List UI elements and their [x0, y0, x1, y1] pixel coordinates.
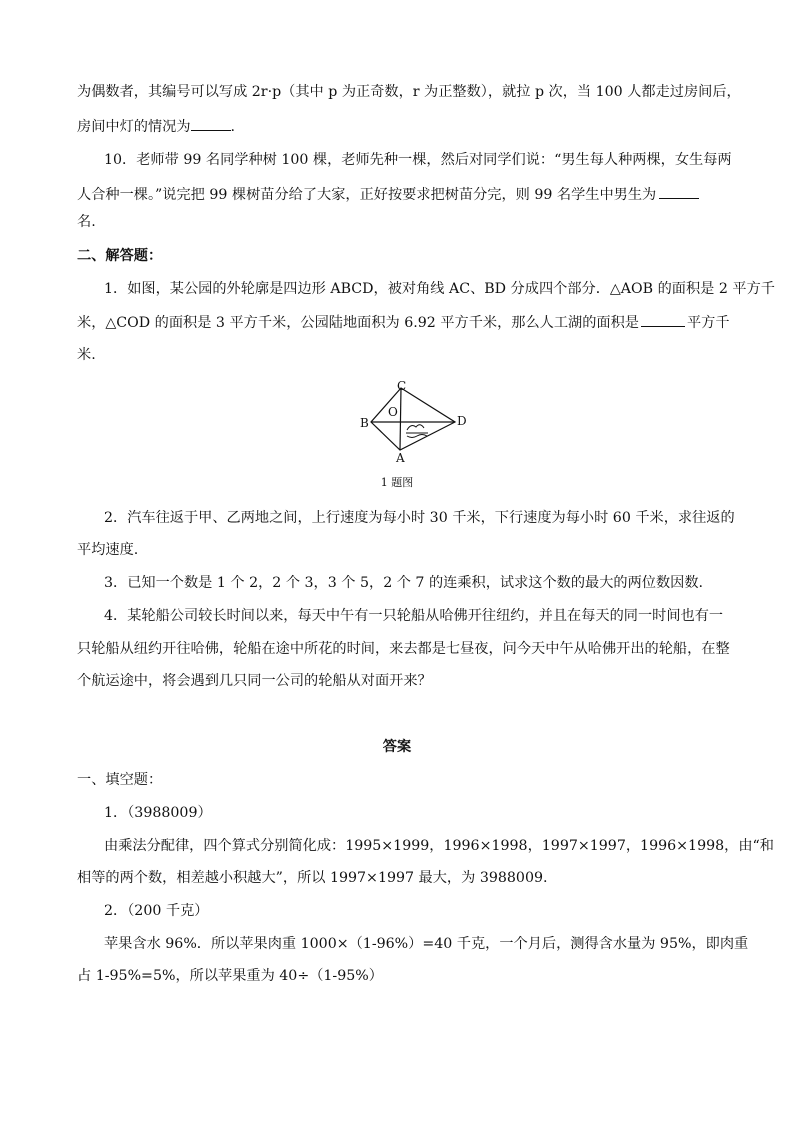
answer-blank [659, 184, 699, 199]
text-fragment: 房间中灯的情况为 [77, 119, 191, 135]
label-a: A [396, 451, 405, 465]
text-line: 平均速度. [77, 542, 139, 558]
text-line: 为偶数者，其编号可以写成 2r·p（其中 p 为正奇数，r 为正整数），就拉 p 次，当 100 人都走过房间后， [77, 84, 741, 100]
answer-text: 相等的两个数，相差越小积越大”，所以 1997×1997 最大，为 3988009. [77, 870, 548, 886]
question-10: 10．老师带 99 名同学种树 100 棵，老师先种一棵，然后对同学们说：“男生每人种两棵，女生每两 [104, 152, 732, 168]
answer-text: 占 1-95%=5%，所以苹果重为 40÷（1-95%） [77, 968, 383, 984]
quadrilateral-outline [371, 388, 455, 450]
text-line: 个航运途中，将会遇到几只同一公司的轮船从对面开来？ [77, 673, 432, 689]
answer-text: 苹果含水 96%．所以苹果肉重 1000×（1-96%）=40 千克，一个月后，测得含水量为 95%，即肉重 [104, 936, 749, 952]
label-b: B [360, 416, 369, 430]
text-line: 名. [77, 214, 96, 230]
label-o: O [388, 405, 398, 419]
section-heading: 一、填空题： [77, 772, 163, 788]
answer-heading: 答案 [382, 739, 412, 755]
text-line: 只轮船从纽约开往哈佛，轮船在途中所花的时间，来去都是七昼夜，问今天中午从哈佛开出的轮船，在整 [77, 641, 730, 657]
text-line: 米. [77, 347, 96, 363]
answer-blank [641, 312, 685, 327]
answer-text: 由乘法分配律，四个算式分别简化成：1995×1999，1996×1998，1997×1997，1996×1998，由“和 [104, 838, 774, 854]
question-2: 2．汽车往返于甲、乙两地之间，上行速度为每小时 30 千米，下行速度为每小时 60 千米，求往返的 [104, 510, 735, 526]
answer-1: 1．（3988009） [104, 805, 212, 821]
answer-2: 2．（200 千克） [104, 903, 209, 919]
text-line [77, 184, 722, 205]
lake-icon [406, 425, 428, 438]
label-c: C [397, 379, 407, 393]
figure-caption: 1 题图 [380, 476, 414, 489]
diagonal-ac [400, 388, 401, 450]
text-fragment: 人合种一棵。”说完把 99 棵树苗分给了大家，正好按要求把树苗分完，则 99 名学生中男生为 [77, 187, 657, 203]
text-line [77, 312, 730, 333]
text-fragment: . [230, 119, 236, 135]
text-line [77, 116, 722, 137]
text-fragment: 米，△COD 的面积是 3 平方千米，公园陆地面积为 6.92 平方千米，那么人工湖的面积是 [77, 315, 639, 331]
question-1: 1．如图，某公园的外轮廓是四边形 ABCD，被对角线 AC、BD 分成四个部分．△AOB 的面积是 2 平方千 [104, 281, 775, 297]
answer-blank [191, 116, 231, 131]
question-4: 4．某轮船公司较长时间以来，每天中午有一只轮船从哈佛开往纽约，并且在每天的同一时间也有一 [104, 608, 724, 624]
text-fragment: 平方千 [686, 315, 730, 331]
question-3: 3．已知一个数是 1 个 2，2 个 3，3 个 5，2 个 7 的连乘积，试求这个数的最大的两位数因数. [104, 575, 704, 591]
section-heading: 二、解答题： [77, 248, 163, 264]
label-d: D [457, 414, 467, 428]
